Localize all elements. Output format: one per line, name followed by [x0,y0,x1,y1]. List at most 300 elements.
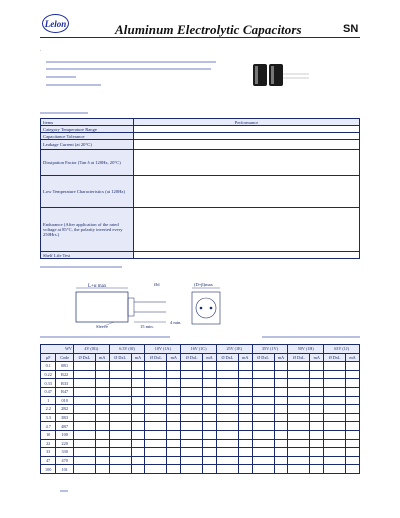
capacitance-cell: 47 [41,456,56,465]
sub-dxl: Ø DxL [252,353,274,362]
code-cell: 330 [56,448,74,457]
value-cell [73,465,95,474]
spec-row [41,133,360,140]
value-cell [181,362,203,371]
capacitance-cell: 2.2 [41,405,56,414]
spec-row [41,176,360,208]
value-cell [203,456,217,465]
value-cell [109,456,131,465]
value-cell [145,439,167,448]
spec-item: Low Temperature Characteristics (at 120Hz) [41,176,134,208]
value-cell [95,387,109,396]
spec-col-items: Items [41,119,134,126]
value-cell [203,430,217,439]
value-cell [145,362,167,371]
value-cell [181,379,203,388]
value-cell [145,430,167,439]
wv-col: 10V (1A) [145,345,181,354]
value-cell [109,413,131,422]
value-cell [167,370,181,379]
value-cell [274,456,288,465]
value-cell [252,396,274,405]
code-cell: 2R2 [56,405,74,414]
value-cell [288,448,310,457]
value-cell [288,439,310,448]
value-cell [252,439,274,448]
value-cell [131,439,145,448]
value-cell [131,370,145,379]
value-cell [203,422,217,431]
value-cell [288,370,310,379]
value-cell [73,387,95,396]
value-cell [131,422,145,431]
sub-dxl: Ø DxL [288,353,310,362]
value-cell [252,405,274,414]
value-cell [238,439,252,448]
spec-item: Endurance (After application of the rated voltage at 85°C, the polarity inverted every 250Hrs.) [41,208,134,252]
value-cell [145,448,167,457]
value-cell [346,465,360,474]
value-cell [288,465,310,474]
capacitance-cell: 0.22 [41,370,56,379]
capacitance-cell: 1 [41,396,56,405]
value-cell [324,387,346,396]
value-cell [73,379,95,388]
lead-min-label: 15 min. [140,324,154,329]
standard-table-heading [40,336,170,338]
code-cell: 220 [56,439,74,448]
value-cell [109,370,131,379]
value-cell [216,396,238,405]
table-row [41,413,360,422]
feature-line [46,76,76,78]
code-cell: 470 [56,456,74,465]
value-cell [274,413,288,422]
value-cell [131,430,145,439]
value-cell [274,465,288,474]
value-cell [238,465,252,474]
value-cell [238,448,252,457]
value-cell [288,387,310,396]
value-cell [288,430,310,439]
value-cell [131,387,145,396]
value-cell [310,422,324,431]
sub-ma: mA [203,353,217,362]
value-cell [310,456,324,465]
sub-ma: mA [131,353,145,362]
wv-col: 35V (1V) [252,345,288,354]
code-cell: 3R3 [56,413,74,422]
value-cell [310,439,324,448]
spec-item: Capacitance Tolerance [41,133,134,140]
value-cell [310,387,324,396]
value-cell [216,465,238,474]
value-cell [203,465,217,474]
value-cell [145,396,167,405]
value-cell [238,430,252,439]
value-cell [109,448,131,457]
value-cell [346,413,360,422]
value-cell [238,396,252,405]
capacitance-cell: 0.33 [41,379,56,388]
sub-ma: mA [346,353,360,362]
value-cell [252,465,274,474]
feature-line [46,68,211,70]
wv-col: 6.3V (0J) [109,345,145,354]
value-cell [216,439,238,448]
value-cell [203,413,217,422]
wv-header-row [41,345,360,354]
code-cell: 4R7 [56,422,74,431]
value-cell [274,448,288,457]
value-cell [181,387,203,396]
spec-col-performance: Performance [134,119,360,126]
spec-value [134,150,360,176]
value-cell [167,387,181,396]
value-cell [346,456,360,465]
capacitance-cell: 33 [41,448,56,457]
value-cell [167,405,181,414]
value-cell [346,387,360,396]
table-row [41,422,360,431]
value-cell [216,387,238,396]
spec-value [134,252,360,259]
value-cell [131,465,145,474]
value-cell [145,456,167,465]
sleeve-label: Sleeve [96,324,108,329]
value-cell [324,439,346,448]
value-cell [181,456,203,465]
value-cell [288,362,310,371]
value-cell [131,456,145,465]
value-cell [73,396,95,405]
value-cell [73,448,95,457]
capacitance-cell: 0.1 [41,362,56,371]
value-cell [109,430,131,439]
value-cell [238,405,252,414]
capacitance-cell: 22 [41,439,56,448]
value-cell [324,396,346,405]
specifications-table [40,118,360,259]
value-cell [131,379,145,388]
value-cell [95,370,109,379]
value-cell [238,370,252,379]
spec-item: Dissipation Factor (Tan δ at 120Hz, 20°C) [41,150,134,176]
value-cell [252,422,274,431]
diameter-label: (D+β)max [194,282,213,287]
value-cell [203,370,217,379]
spec-item: Leakage Current (at 20°C) [41,140,134,150]
value-cell [274,422,288,431]
value-cell [109,396,131,405]
value-cell [324,465,346,474]
value-cell [73,422,95,431]
page-title: Aluminum Electrolytic Capacitors [115,22,302,37]
value-cell [238,362,252,371]
value-cell [324,413,346,422]
value-cell [181,396,203,405]
spec-item: Shelf Life Test [41,252,134,259]
value-cell [346,405,360,414]
capacitance-cell: 10 [41,430,56,439]
feature-line [46,84,101,86]
value-cell [203,379,217,388]
value-cell [324,370,346,379]
value-cell [203,362,217,371]
value-cell [310,370,324,379]
value-cell [73,456,95,465]
value-cell [167,439,181,448]
value-cell [203,448,217,457]
value-cell [145,387,167,396]
code-cell: R33 [56,379,74,388]
value-cell [145,465,167,474]
code-cell: R47 [56,387,74,396]
value-cell [73,362,95,371]
pitch-label: 4 min. [170,320,182,325]
capacitance-cell: 0.47 [41,387,56,396]
value-cell [145,413,167,422]
value-cell [238,387,252,396]
wv-col: 4V (0G) [73,345,109,354]
table-row [41,439,360,448]
value-cell [274,396,288,405]
wv-col: 25V (1E) [216,345,252,354]
value-cell [238,379,252,388]
sub-dxl: Ø DxL [216,353,238,362]
value-cell [252,456,274,465]
cap-header: µF [41,353,56,362]
value-cell [167,422,181,431]
value-cell [288,405,310,414]
value-cell [324,448,346,457]
specifications-heading [40,112,88,114]
value-cell [181,465,203,474]
table-row [41,465,360,474]
value-cell [181,439,203,448]
value-cell [324,430,346,439]
value-cell [274,430,288,439]
standard-ratings-table [40,344,360,474]
value-cell [167,413,181,422]
value-cell [181,430,203,439]
value-cell [274,362,288,371]
spec-row [41,140,360,150]
spec-item: Category Temperature Range [41,126,134,133]
table-row [41,448,360,457]
sub-dxl: Ø DxL [73,353,95,362]
value-cell [131,448,145,457]
value-cell [95,465,109,474]
value-cell [288,396,310,405]
value-cell [167,465,181,474]
value-cell [324,379,346,388]
table-row [41,456,360,465]
value-cell [95,422,109,431]
value-cell [145,422,167,431]
value-cell [252,430,274,439]
value-cell [252,387,274,396]
header-rule [40,37,360,38]
value-cell [73,405,95,414]
value-cell [310,405,324,414]
value-cell [346,396,360,405]
spec-value [134,176,360,208]
spec-value [134,133,360,140]
value-cell [181,405,203,414]
value-cell [95,448,109,457]
value-cell [95,456,109,465]
value-cell [109,422,131,431]
sub-ma: mA [167,353,181,362]
length-label: L+α max [88,284,107,289]
value-cell [109,387,131,396]
spec-header-row [41,119,360,126]
capacitance-cell: 4.7 [41,422,56,431]
value-cell [238,413,252,422]
wv-col: 16V (1C) [181,345,217,354]
value-cell [95,379,109,388]
value-cell [274,405,288,414]
code-cell: 100 [56,430,74,439]
value-cell [167,379,181,388]
value-cell [324,405,346,414]
value-cell [95,405,109,414]
value-cell [73,430,95,439]
value-cell [238,456,252,465]
value-cell [310,448,324,457]
phi-d-label: Ød [154,282,160,287]
value-cell [73,439,95,448]
value-cell [216,370,238,379]
value-cell [181,448,203,457]
table-row [41,430,360,439]
value-cell [252,362,274,371]
table-row [41,370,360,379]
sub-header-row [41,353,360,362]
value-cell [346,362,360,371]
value-cell [95,413,109,422]
capacitor-body-outline [76,292,128,322]
value-cell [216,405,238,414]
value-cell [181,370,203,379]
wv-col: 50V (1H) [288,345,324,354]
value-cell [310,379,324,388]
table-row [41,362,360,371]
value-cell [203,439,217,448]
value-cell [310,465,324,474]
code-cell: 010 [56,396,74,405]
dimensions-heading [40,266,122,268]
value-cell [238,422,252,431]
standard-table-body [41,362,360,474]
sub-dxl: Ø DxL [145,353,167,362]
value-cell [95,439,109,448]
value-cell [216,430,238,439]
value-cell [310,430,324,439]
value-cell [252,370,274,379]
capacitance-cell: 100 [41,465,56,474]
code-cell: R22 [56,370,74,379]
spec-value [134,208,360,252]
lelon-logo [42,14,69,33]
value-cell [216,413,238,422]
value-cell [216,422,238,431]
value-cell [167,456,181,465]
sub-ma: mA [310,353,324,362]
value-cell [310,396,324,405]
logo-text: Lelon [44,18,67,29]
value-cell [310,413,324,422]
table-row [41,405,360,414]
spec-value [134,140,360,150]
value-cell [109,362,131,371]
value-cell [216,448,238,457]
wv-col: 63V (1J) [324,345,360,354]
value-cell [109,379,131,388]
value-cell [181,422,203,431]
value-cell [95,430,109,439]
value-cell [288,456,310,465]
value-cell [288,413,310,422]
feature-line [46,61,216,63]
capacitance-cell: 3.3 [41,413,56,422]
value-cell [145,405,167,414]
value-cell [181,413,203,422]
spec-row [41,252,360,259]
value-cell [167,448,181,457]
value-cell [131,396,145,405]
value-cell [145,379,167,388]
value-cell [252,379,274,388]
value-cell [288,379,310,388]
code-cell: 0R1 [56,362,74,371]
value-cell [346,370,360,379]
value-cell [324,456,346,465]
value-cell [346,448,360,457]
value-cell [274,439,288,448]
value-cell [288,422,310,431]
value-cell [145,370,167,379]
sub-dxl: Ø DxL [109,353,131,362]
value-cell [274,370,288,379]
value-cell [216,379,238,388]
table-row [41,396,360,405]
sub-ma: mA [95,353,109,362]
value-cell [274,387,288,396]
dimension-drawing [74,280,334,330]
value-cell [131,413,145,422]
spec-row [41,150,360,176]
sub-dxl: Ø DxL [324,353,346,362]
value-cell [203,405,217,414]
value-cell [252,413,274,422]
features-marker: . [40,48,42,53]
value-cell [109,439,131,448]
capacitor-photo [245,58,311,94]
value-cell [216,362,238,371]
spec-value [134,126,360,133]
value-cell [203,387,217,396]
standard-table-subheading [262,336,360,338]
wv-header: WV [41,345,74,354]
value-cell [324,362,346,371]
value-cell [109,465,131,474]
value-cell [95,396,109,405]
value-cell [346,422,360,431]
value-cell [95,362,109,371]
code-header: Code [56,353,74,362]
